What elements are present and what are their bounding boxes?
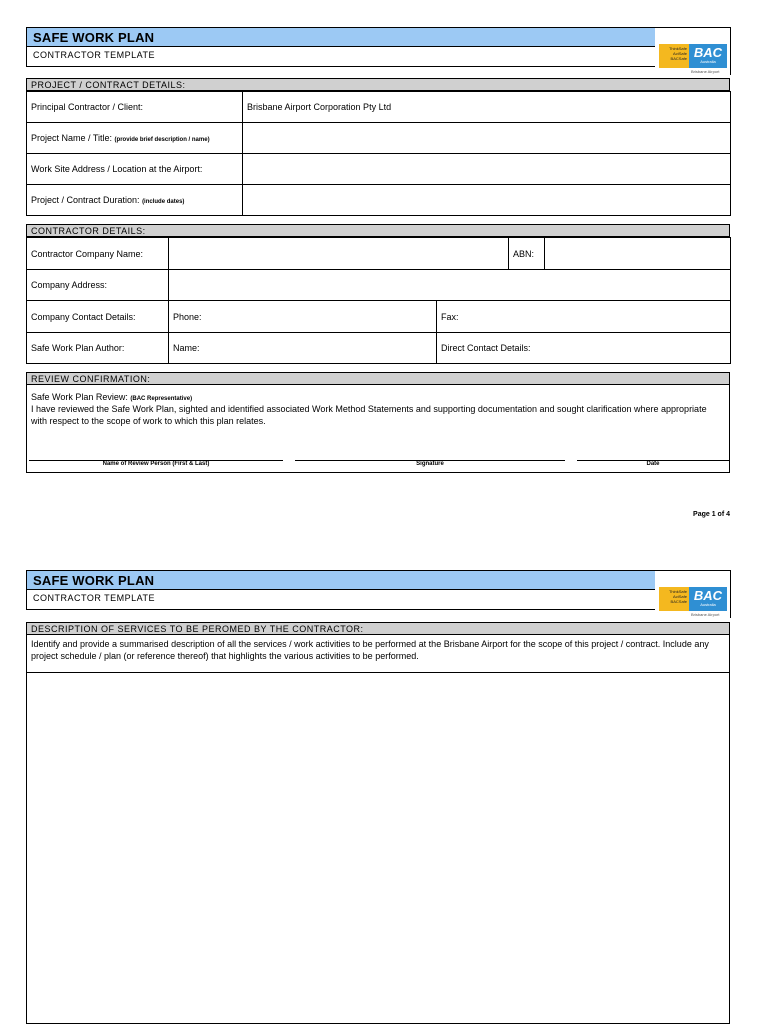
bac-brand-sub: Australia xyxy=(700,602,716,607)
thinksafe-badge xyxy=(659,587,689,611)
table-row xyxy=(27,333,731,364)
page-subtitle: CONTRACTOR TEMPLATE xyxy=(26,47,655,67)
review-confirmation-box xyxy=(26,385,730,473)
bac-logo xyxy=(689,587,727,611)
field-label: Contractor Company Name: xyxy=(27,238,169,270)
thinksafe-badge xyxy=(659,44,689,68)
thinksafe-line: ActSafe xyxy=(672,51,687,56)
abn-field[interactable] xyxy=(545,238,731,270)
field-note: (provide brief description / name) xyxy=(114,137,210,143)
description-heading: DESCRIPTION OF SERVICES TO BE PEROMED BY THE CONTRACTOR: xyxy=(26,622,730,635)
signature-label: Signature xyxy=(416,461,444,467)
project-details-heading: PROJECT / CONTRACT DETAILS: xyxy=(26,78,730,91)
fax-field[interactable]: Fax: xyxy=(437,301,731,333)
project-name-field[interactable] xyxy=(243,123,731,154)
bac-brand: BAC xyxy=(693,588,723,603)
thinksafe-line: ThinkSafe xyxy=(668,589,687,594)
description-instructions: Identify and provide a summarised description of all the services / work activities to be performed at the Brisbane Airport for the scope of this project / contract. Include any project schedule / plan (or reference thereof) that highlights the various activities to be performed. xyxy=(26,635,730,673)
table-row xyxy=(27,270,731,301)
bac-brand: BAC xyxy=(693,45,723,60)
project-details-table xyxy=(26,91,731,216)
company-address-field[interactable] xyxy=(169,270,731,301)
table-row xyxy=(27,185,731,216)
field-label: Project Name / Title: (provide brief description / name) xyxy=(27,123,243,154)
contractor-details-table xyxy=(26,237,731,364)
page-number: Page 1 of 4 xyxy=(693,511,730,518)
thinksafe-line: BACSafe xyxy=(670,599,687,604)
thinksafe-line: ThinkSafe xyxy=(668,46,687,51)
date-label: Date xyxy=(646,461,660,467)
direct-contact-field[interactable]: Direct Contact Details: xyxy=(437,333,731,364)
bac-logo xyxy=(689,44,727,68)
thinksafe-line: BACSafe xyxy=(670,56,687,61)
principal-contractor-field[interactable]: Brisbane Airport Corporation Pty Ltd xyxy=(243,92,731,123)
review-statement: I have reviewed the Safe Work Plan, sighted and identified associated Work Method Statements and supporting documentation and sought clarification where appropriate with respect to the scope of work to which this plan relates. xyxy=(31,404,707,426)
contractor-details-heading: CONTRACTOR DETAILS: xyxy=(26,224,730,237)
company-logo xyxy=(655,570,731,618)
company-name-field[interactable] xyxy=(169,238,509,270)
field-label: Project / Contract Duration: (include dates) xyxy=(27,185,243,216)
company-logo xyxy=(655,27,731,75)
field-label: ABN: xyxy=(509,238,545,270)
project-duration-field[interactable] xyxy=(243,185,731,216)
review-note: (BAC Representative) xyxy=(130,396,193,402)
bac-tagline: Brisbane Airport xyxy=(691,69,720,74)
field-label: Principal Contractor / Client: xyxy=(27,92,243,123)
review-label: Safe Work Plan Review: xyxy=(31,392,128,402)
page-subtitle: CONTRACTOR TEMPLATE xyxy=(26,590,655,610)
field-label: Company Contact Details: xyxy=(27,301,169,333)
review-confirmation-heading: REVIEW CONFIRMATION: xyxy=(26,372,730,385)
table-row xyxy=(27,238,731,270)
table-row xyxy=(27,301,731,333)
field-label: Company Address: xyxy=(27,270,169,301)
work-site-address-field[interactable] xyxy=(243,154,731,185)
name-signature-label: Name of Review Person (First & Last) xyxy=(102,461,210,467)
description-input-area[interactable] xyxy=(26,673,730,1024)
page-title: SAFE WORK PLAN xyxy=(26,570,655,590)
table-row xyxy=(27,154,731,185)
field-note: (include dates) xyxy=(142,199,185,205)
table-row xyxy=(27,92,731,123)
thinksafe-line: ActSafe xyxy=(672,594,687,599)
table-row xyxy=(27,123,731,154)
bac-tagline: Brisbane Airport xyxy=(691,612,720,617)
phone-field[interactable]: Phone: xyxy=(169,301,437,333)
field-label: Safe Work Plan Author: xyxy=(27,333,169,364)
bac-brand-sub: Australia xyxy=(700,59,716,64)
field-label: Work Site Address / Location at the Airport: xyxy=(27,154,243,185)
page-title: SAFE WORK PLAN xyxy=(26,27,655,47)
author-name-field[interactable]: Name: xyxy=(169,333,437,364)
